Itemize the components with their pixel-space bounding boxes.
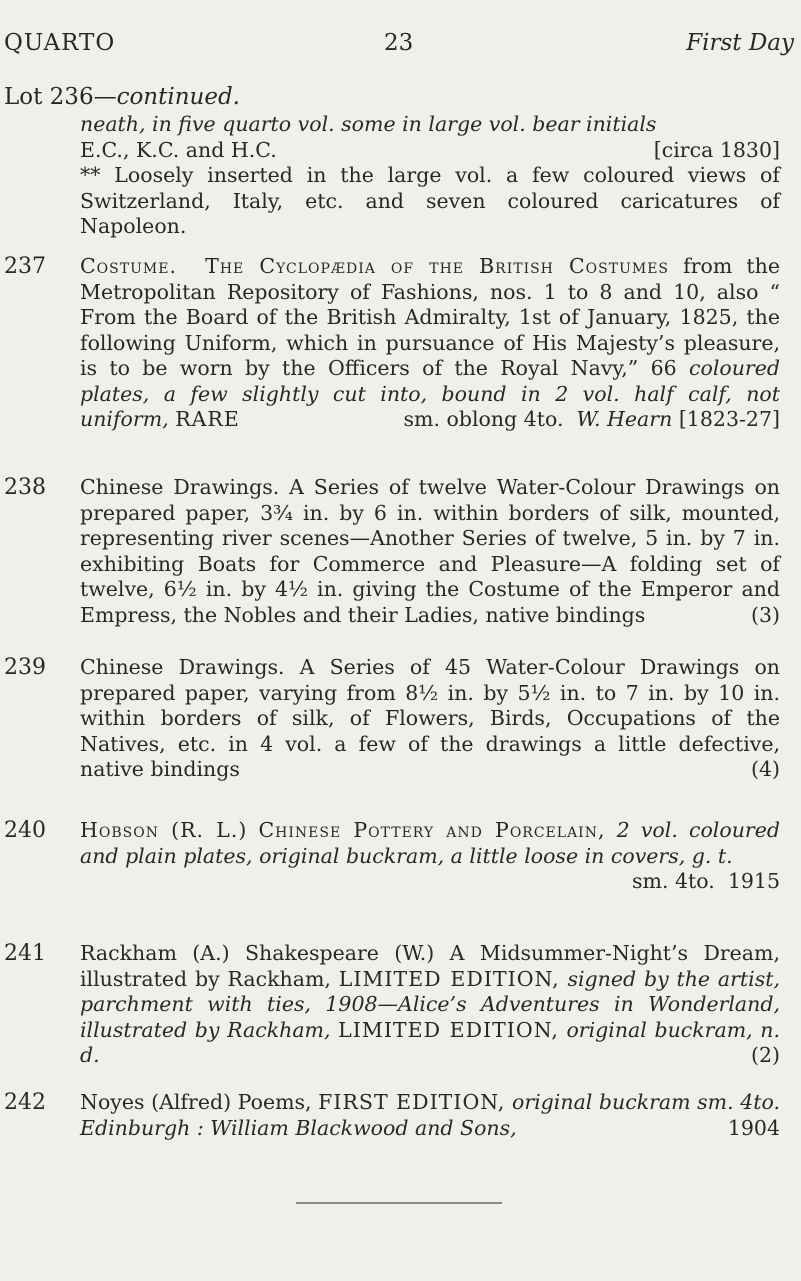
lot-number: 238: [4, 475, 46, 500]
page-number: 23: [384, 30, 414, 56]
lot-description: Rackham (A.) Shakespeare (W.) A Midsummer-Night’s Dream, illustrated by Rackham, LIMITED EDITION, signed by the artist, parchment with ties, 1908—Alice’s Adventures in Wonderland, illustrated by Rackham, LIMITED EDITION, original buckram, n. d. (2): [80, 941, 780, 1067]
header-format: QUARTO: [4, 30, 116, 56]
lot-240: [4, 818, 794, 918]
lot-number: 242: [4, 1090, 46, 1115]
lot-description: Chinese Drawings. A Series of twelve Water-Colour Drawings on prepared paper, 3¾ in. by 6 in. within borders of silk, mounted, representing river scenes—Another Series of twelve, 5 in. by 7 in. exhibiting Boats for Commerce and Pleasure—A folding set of twelve, 6½ in. by 4½ in. giving the Costume of the Emperor and Empress, the Nobles and their Ladies, native bindings (3): [80, 475, 780, 627]
lot-236-continuation: [4, 112, 794, 238]
lot-continued-heading: [4, 84, 240, 110]
closing-rule: [296, 1202, 502, 1204]
lot-description: Noyes (Alfred) Poems, FIRST EDITION, original buckram sm. 4to. Edinburgh : William Blackwood and Sons, 1904: [80, 1090, 780, 1140]
lot-number: 239: [4, 655, 46, 680]
continuation-date: [circa 1830]: [653, 137, 780, 162]
lot-number: 240: [4, 818, 46, 843]
lot-heading-suffix: —continued.: [93, 84, 240, 110]
lot-242: [4, 1090, 794, 1190]
lot-239: [4, 655, 794, 785]
lot-238: [4, 475, 794, 625]
lot-241: [4, 941, 794, 1071]
lot-description: Chinese Drawings. A Series of 45 Water-Colour Drawings on prepared paper, varying from 8½ in. by 5½ in. to 7 in. by 10 in. within borders of silk, of Flowers, Birds, Occupations of the Natives, etc. in 4 vol. a few of the drawings a little defective, native bindings (4): [80, 655, 780, 781]
header-day: First Day: [686, 30, 794, 56]
lot-description: Hobson (R. L.) Chinese Pottery and Porcelain, 2 vol. coloured and plain plates, original buckram, a little loose in covers, g. t. sm. 4to. 1915: [80, 818, 780, 893]
lot-description: Costume. The Cyclopædia of the British Costumes from the Metropolitan Repository of Fashions, nos. 1 to 8 and 10, also “ From the Board of the British Admiralty, 1st of January, 1825, the following Uniform, which in pursuance of His Majesty’s pleasure, is to be worn by the Officers of the Royal Navy,” 66 coloured plates, a few slightly cut into, bound in 2 vol. half calf, not uniform, RARE sm. oblong 4to. W. Hearn [1823-27]: [80, 254, 780, 431]
continuation-line1: neath, in five quarto vol. some in large vol. bear initials: [80, 112, 657, 136]
lot-heading-prefix: Lot 236: [4, 84, 94, 110]
lot-237: [4, 254, 794, 474]
continuation-initials: E.C., K.C. and H.C.: [80, 137, 277, 162]
page-header: [4, 30, 794, 66]
continuation-note: ** Loosely inserted in the large vol. a few coloured views of Switzerland, Italy, etc. and seven coloured caricatures of Napoleon.: [80, 163, 780, 238]
lot-number: 241: [4, 941, 46, 966]
lot-number: 237: [4, 254, 46, 279]
